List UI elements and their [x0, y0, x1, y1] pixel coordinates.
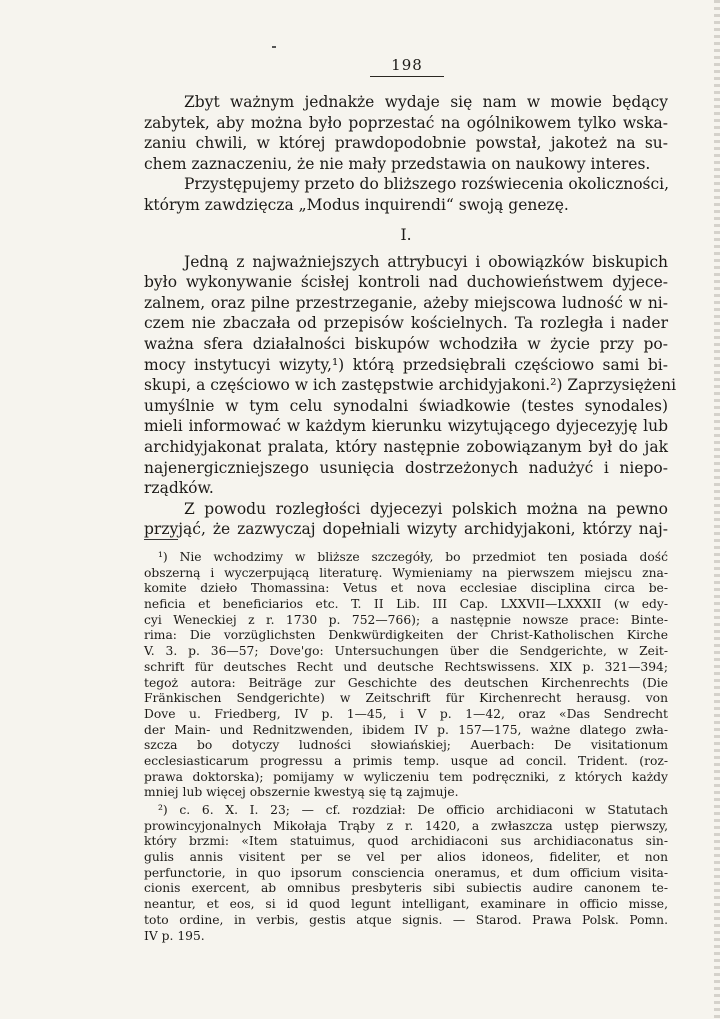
text-line: mocy instytucyi wizyty,¹) którą przedsiębrali częściowo sami bi- [144, 355, 668, 374]
footnote-1 [144, 550, 668, 801]
footnote-line: schrift für deutsches Recht und deutsche Rechtswissens. XIX p. 321—394; [144, 659, 668, 674]
footnote-line: neantur, et eos, si id quod legunt intelligant, examinare in officio misse, [144, 897, 668, 912]
text-line: umyślnie w tym celu synodalni świadkowie (testes synodales) [144, 396, 668, 415]
footnote-2 [144, 803, 668, 944]
footnote-line: tegoż autora: Beiträge zur Geschichte des deutschen Kirchenrechts (Die [144, 675, 668, 690]
scan-edge [714, 0, 720, 1019]
footnote-line: rima: Die vorzüglichsten Denkwürdigkeiten der Christ-Katholischen Kirche [144, 628, 668, 643]
footnote-line: ²) c. 6. X. I. 23; — cf. rozdział: De officio archidiaconi w Statutach [158, 803, 668, 817]
paragraph-1 [144, 92, 668, 174]
footnote-line: ¹) Nie wchodzimy w bliższe szczegóły, bo przedmiot ten posiada dość [158, 550, 668, 564]
paragraph-3 [144, 252, 677, 499]
text-line: Z powodu rozległości dyjecezyi polskich można na pewno [184, 499, 668, 518]
text-line: zaniu chwili, w której prawdopodobnie powstał, jakoteż na su- [144, 134, 668, 153]
text-line: przyjąć, że zazwyczaj dopełniali wizyty archidyjakoni, którzy naj- [144, 520, 668, 539]
text-line: mieli informować w każdym kierunku wizytującego dyjecezyję lub [144, 417, 668, 436]
footnote-line: mniej lub więcej obszernie kwestyą się tą zajmuje. [144, 785, 459, 800]
text-line: Zbyt ważnym jednakże wydaje się nam w mowie będący [184, 93, 668, 111]
footnote-line: toto ordine, in verbis, gestis atque signis. — Starod. Prawa Polsk. Pomn. [144, 912, 668, 927]
section-heading: I. [400, 225, 412, 244]
footnote-line: perfunctorie, in quo ipsorum consciencia oneramus, et dum officium visita- [144, 865, 668, 880]
text-line: było wykonywanie ścisłej kontroli nad duchowieństwem dyjece- [144, 273, 668, 292]
footnote-line: der Main- und Rednitzwenden, ibidem IV p. 157—175, ważne dlatego zwła- [144, 722, 668, 737]
footnote-line: cionis exercent, ab omnibus presbyteris sibi subiectis audire canonem te- [144, 881, 668, 896]
text-line: najenergiczniejszego usunięcia dostrzeżonych nadużyć i niepo- [144, 458, 668, 477]
footnote-line: gulis annis visitent per se vel per alios idoneos, fideliter, et non [144, 850, 668, 865]
text-line: chem zaznaczeniu, że nie mały przedstawia on naukowy interes. [144, 154, 651, 173]
paragraph-2 [144, 174, 668, 215]
footnote-line: Fränkischen Sendgerichte) w Zeitschrift für Kirchenrecht herausg. von [144, 691, 668, 706]
footnote-line: prowincyjonalnych Mikołaja Trąby z r. 1420, a zwłaszcza ustęp pierwszy, [144, 818, 668, 833]
text-line: zabytek, aby można było poprzestać na ogólnikowem tylko wska- [144, 113, 668, 132]
text-line: Jedną z najważniejszych attrybucyi i obowiązków biskupich [184, 252, 668, 271]
paragraph-4 [144, 499, 668, 540]
footnote-line: neficia et beneficiarios etc. T. II Lib. III Cap. LXXVII—LXXXII (w edy- [144, 597, 668, 612]
text-line: ważna sfera działalności biskupów wchodziła w życie przy po- [144, 334, 668, 353]
ink-speck [272, 46, 276, 48]
text-line: archidyjakonat pralata, który następnie zobowiązanym był do jak [144, 437, 668, 456]
text-line: czem nie zbaczała od przepisów kościelnych. Ta rozległa i nader [144, 314, 668, 333]
footnote-line: IV p. 195. [144, 928, 205, 943]
footnote-line: ecclesiasticarum progressu a primis temp. usque ad concil. Trident. (roz- [144, 753, 668, 768]
footnote-rule [144, 539, 178, 540]
text-line: zalnem, oraz pilne przestrzeganie, ażeby miejscowa ludność w ni- [144, 293, 668, 312]
footnote-line: komite dzieło Thomassina: Vetus et nova ecclesiae disciplina circa be- [144, 581, 668, 596]
text-line: rządków. [144, 479, 214, 498]
page-number: 198 [391, 56, 423, 74]
text-line: skupi, a częściowo w ich zastępstwie archidyjakoni.²) Zaprzysiężeni [144, 376, 677, 395]
footnote-line: cyi Weneckiej z r. 1730 p. 752—766); a następnie nowsze prace: Binte- [144, 612, 668, 627]
footnote-line: Dove u. Friedberg, IV p. 1—45, i V p. 1—42, oraz «Das Sendrecht [144, 706, 668, 721]
footnote-line: V. 3. p. 36—57; Dove'go: Untersuchungen über die Sendgerichte, w Zeit- [144, 644, 668, 659]
text-line: którym zawdzięcza „Modus inquirendi“ swoją genezę. [144, 195, 569, 214]
footnote-line: który brzmi: «Item statuimus, quod archidiaconi sus archidiaconatus sin- [144, 834, 668, 849]
footnote-line: obszerną i wyczerpującą literaturę. Wymieniamy na pierwszem miejscu zna- [144, 565, 668, 580]
footnote-line: szcza bo dotyczy ludności słowiańskiej; Auerbach: De visitationum [144, 738, 668, 753]
main-text [144, 92, 677, 540]
text-line: Przystępujemy przeto do bliższego rozświecenia okoliczności, [184, 175, 670, 194]
footnote-line: prawa doktorska); pomijamy w wyliczeniu tem podręczniki, z których każdy [144, 769, 668, 784]
page-number-rule [370, 76, 444, 77]
footnotes [144, 550, 668, 944]
